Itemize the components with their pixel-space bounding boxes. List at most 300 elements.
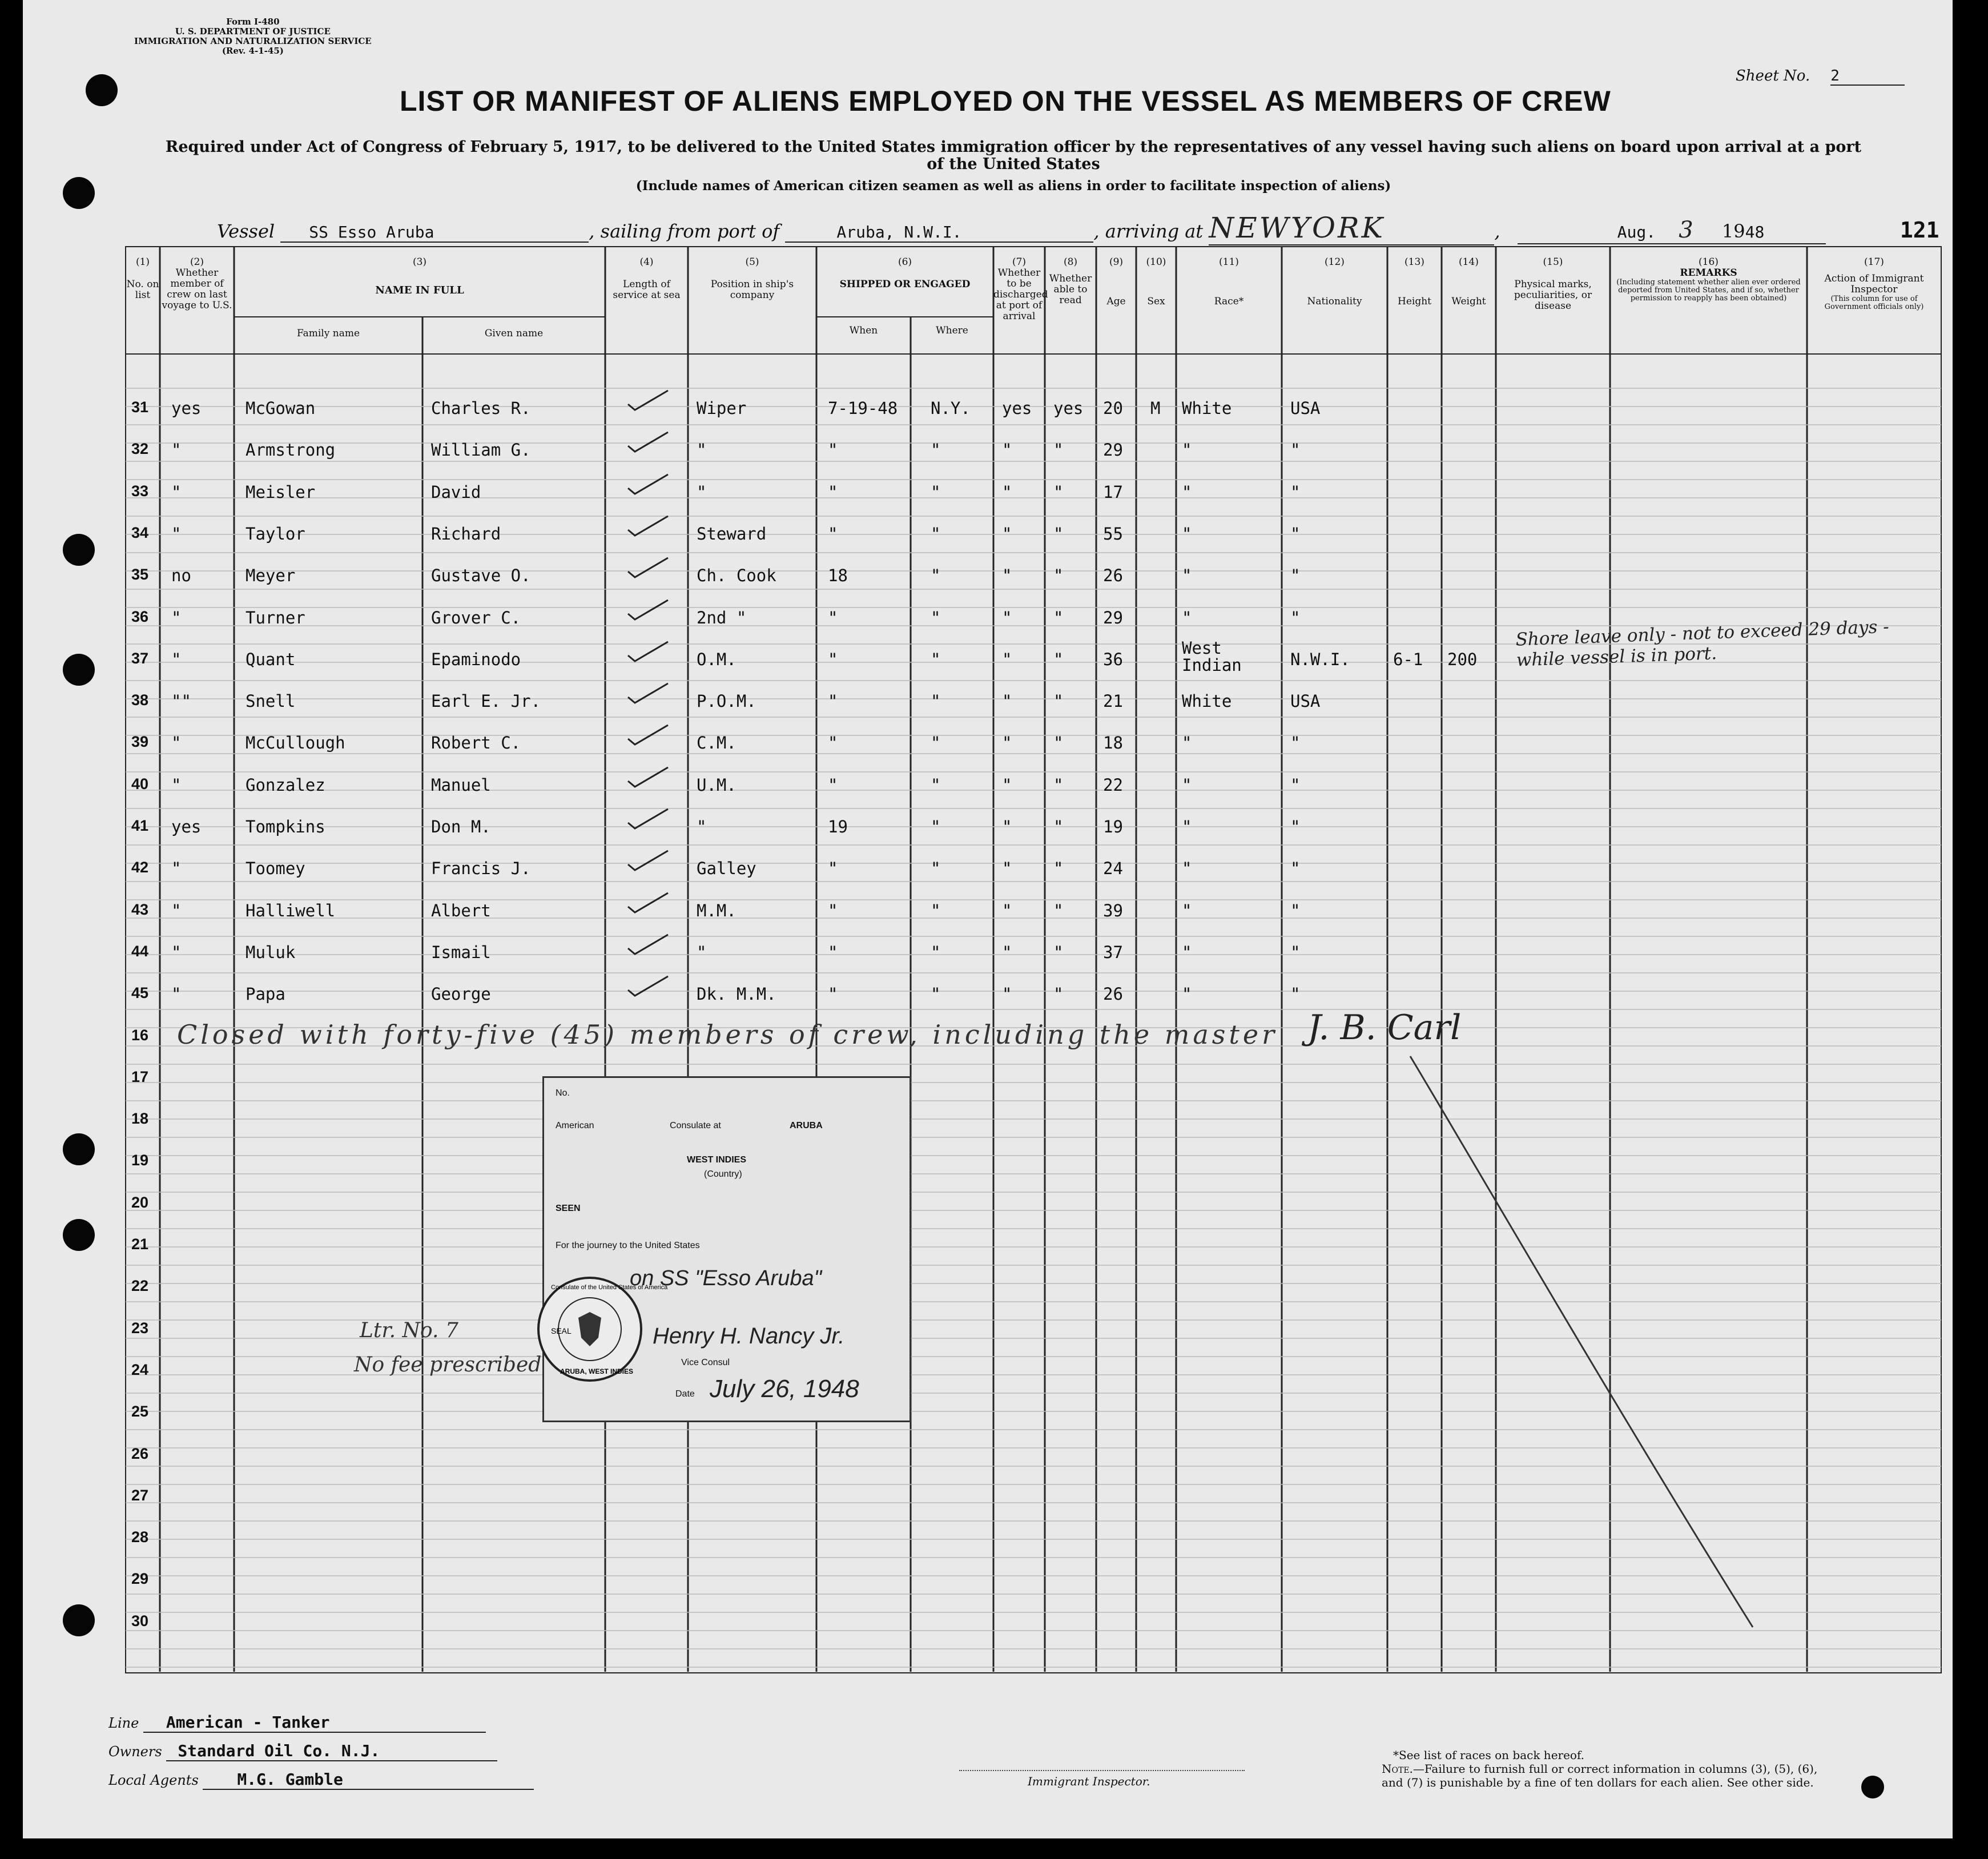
- stamp-country-label: (Country): [704, 1169, 742, 1179]
- form-number: Form I-480: [226, 17, 280, 27]
- arriving-label: , arriving at: [1093, 220, 1204, 242]
- pos-cell: ": [697, 482, 707, 502]
- prev-cell: ": [171, 440, 182, 460]
- prev-cell: yes: [171, 817, 202, 836]
- read-cell: ": [1053, 440, 1064, 460]
- footer-line: Line American - Tanker: [108, 1713, 486, 1733]
- disch-cell: ": [1002, 859, 1012, 879]
- col-weight-header: (14) Weight: [1451, 256, 1486, 307]
- service-check-icon: [622, 637, 674, 666]
- row-number: 32: [131, 440, 149, 458]
- prev-cell: ": [171, 775, 182, 795]
- age-cell: 29: [1103, 607, 1123, 627]
- inspector-signature-line: [959, 1759, 1245, 1771]
- age-cell: 29: [1103, 440, 1123, 460]
- prev-cell: no: [171, 566, 191, 586]
- stamp-consulate: Consulate at: [670, 1121, 721, 1130]
- prev-cell: ": [171, 649, 182, 669]
- consular-seal: [533, 1272, 668, 1386]
- age-cell: 55: [1103, 524, 1123, 544]
- where-cell: ": [931, 524, 941, 544]
- nat-cell: ": [1290, 984, 1301, 1004]
- age-cell: 24: [1103, 859, 1123, 879]
- pos-cell: M.M.: [697, 900, 737, 920]
- stamp-vice-consul: Vice Consul: [681, 1358, 730, 1367]
- pos-cell: Dk. M.M.: [697, 984, 776, 1004]
- where-cell: ": [931, 733, 941, 753]
- col-where-header: Where: [936, 325, 968, 336]
- where-cell: N.Y.: [931, 399, 971, 418]
- col-position-header: (5) Position in ship's company: [710, 256, 794, 301]
- race-cell: West Indian: [1182, 638, 1242, 675]
- stamp-date-label: Date: [675, 1389, 695, 1399]
- race-cell: ": [1182, 733, 1192, 753]
- row-number: 40: [131, 775, 149, 792]
- binder-hole: [1861, 1776, 1884, 1798]
- where-cell: ": [931, 649, 941, 669]
- row-number: 26: [131, 1444, 149, 1462]
- disch-cell: ": [1002, 649, 1012, 669]
- row-number: 20: [131, 1193, 149, 1211]
- col-sex-header: (10) Sex: [1146, 256, 1166, 307]
- penalty-note: Note.—Failure to furnish full or correct information in columns (3), (5), (6), and (7) is punishable by a fine of ten dollars for each alien. See other side.: [1382, 1762, 1818, 1789]
- age-cell: 37: [1103, 942, 1123, 962]
- where-cell: ": [931, 942, 941, 962]
- family-cell: Meisler: [246, 482, 316, 502]
- race-cell: ": [1182, 482, 1192, 502]
- read-cell: ": [1053, 691, 1064, 711]
- given-cell: Richard: [431, 524, 501, 544]
- footer-owners: Owners Standard Oil Co. N.J.: [108, 1741, 497, 1761]
- row-number: 30: [131, 1612, 149, 1629]
- age-cell: 22: [1103, 775, 1123, 795]
- line-value: American - Tanker: [143, 1713, 486, 1733]
- binder-hole: [63, 177, 95, 209]
- manifest-sheet: [23, 0, 1953, 1838]
- age-cell: 19: [1103, 817, 1123, 836]
- pos-cell: C.M.: [697, 733, 737, 753]
- family-cell: McGowan: [246, 399, 316, 418]
- remarks-row-37: Shore leave only - not to exceed 29 days - while vessel is in port.: [1515, 616, 1890, 671]
- left-note-2: No fee prescribed: [354, 1353, 542, 1377]
- service-check-icon: [622, 470, 674, 498]
- disch-cell: ": [1002, 566, 1012, 586]
- pos-cell: Steward: [697, 524, 767, 544]
- nat-cell: ": [1290, 440, 1301, 460]
- nat-cell: ": [1290, 524, 1301, 544]
- where-cell: ": [931, 859, 941, 879]
- read-cell: ": [1053, 942, 1064, 962]
- inspector-label: Immigrant Inspector.: [1028, 1774, 1150, 1788]
- row-number: 24: [131, 1361, 149, 1378]
- stamp-seen: SEEN: [556, 1204, 581, 1213]
- row-number: 33: [131, 482, 149, 500]
- service-check-icon: [622, 553, 674, 582]
- form-identifier: [134, 17, 372, 56]
- race-cell: ": [1182, 900, 1192, 920]
- read-cell: ": [1053, 733, 1064, 753]
- when-cell: 7-19-48: [828, 399, 898, 418]
- race-cell: White: [1182, 691, 1232, 711]
- disch-cell: ": [1002, 817, 1012, 836]
- col-prev-voyage-header: (2) Whether member of crew on last voyage to U.S.: [162, 256, 232, 311]
- race-cell: ": [1182, 566, 1192, 586]
- family-cell: Quant: [246, 649, 296, 669]
- row-number: 23: [131, 1319, 149, 1337]
- race-cell: ": [1182, 817, 1192, 836]
- stamp-no: No.: [556, 1088, 570, 1098]
- row-number: 36: [131, 607, 149, 625]
- when-cell: ": [828, 984, 838, 1004]
- given-cell: Epaminodo: [431, 649, 521, 669]
- age-cell: 26: [1103, 566, 1123, 586]
- row-number: 31: [131, 399, 149, 416]
- stamp-ship: on SS "Esso Aruba": [630, 1266, 822, 1290]
- col-remarks-header: (16) REMARKS (Including statement whether alien ever ordered deported from United States, and if so, whether permission to reapply has been obtained): [1616, 256, 1801, 303]
- nat-cell: ": [1290, 733, 1301, 753]
- sailing-port: Aruba, N.W.I.: [785, 223, 1093, 243]
- age-cell: 39: [1103, 900, 1123, 920]
- family-cell: Armstrong: [246, 440, 336, 460]
- family-cell: Meyer: [246, 566, 296, 586]
- family-cell: Muluk: [246, 942, 296, 962]
- prev-cell: ": [171, 607, 182, 627]
- pos-cell: Ch. Cook: [697, 566, 776, 586]
- binder-hole: [86, 74, 118, 106]
- sex-cell: M: [1150, 399, 1161, 418]
- read-cell: ": [1053, 775, 1064, 795]
- row-number: 37: [131, 649, 149, 667]
- service-check-icon: [622, 763, 674, 791]
- stamp-signature: Henry H. Nancy Jr.: [653, 1323, 845, 1349]
- left-note-1: Ltr. No. 7: [360, 1319, 458, 1342]
- nat-cell: ": [1290, 817, 1301, 836]
- where-cell: ": [931, 607, 941, 627]
- where-cell: ": [931, 817, 941, 836]
- arrival-day: 3: [1679, 217, 1693, 243]
- service-check-icon: [622, 386, 674, 415]
- nat-cell: ": [1290, 566, 1301, 586]
- binder-hole: [63, 654, 95, 686]
- col-read-header: (8) Whether able to read: [1049, 256, 1092, 306]
- read-cell: ": [1053, 649, 1064, 669]
- form-rev: (Rev. 4-1-45): [222, 46, 284, 56]
- when-cell: ": [828, 691, 838, 711]
- when-cell: ": [828, 942, 838, 962]
- when-cell: ": [828, 482, 838, 502]
- binder-hole: [63, 1604, 95, 1636]
- nat-cell: ": [1290, 942, 1301, 962]
- col-no-header: (1) No. on list: [126, 256, 159, 301]
- family-cell: Snell: [246, 691, 296, 711]
- pos-cell: Galley: [697, 859, 756, 879]
- given-cell: Grover C.: [431, 607, 521, 627]
- pos-cell: 2nd ": [697, 607, 747, 627]
- family-cell: Tompkins: [246, 817, 325, 836]
- service-check-icon: [622, 846, 674, 875]
- when-cell: ": [828, 524, 838, 544]
- sheet-label: Sheet No.: [1736, 67, 1810, 84]
- binder-hole: [63, 1219, 95, 1251]
- age-cell: 17: [1103, 482, 1123, 502]
- disch-cell: ": [1002, 900, 1012, 920]
- row-number: 16: [131, 1026, 149, 1044]
- race-cell: ": [1182, 775, 1192, 795]
- binder-hole: [63, 534, 95, 566]
- page-title: LIST OR MANIFEST OF ALIENS EMPLOYED ON THE VESSEL AS MEMBERS OF CREW: [400, 85, 1611, 117]
- race-note: *See list of races on back hereof.: [1393, 1748, 1585, 1762]
- col-height-header: (13) Height: [1398, 256, 1431, 307]
- service-check-icon: [622, 428, 674, 456]
- row-number: 17: [131, 1068, 149, 1085]
- where-cell: ": [931, 984, 941, 1004]
- when-cell: ": [828, 649, 838, 669]
- col-nationality-header: (12) Nationality: [1307, 256, 1362, 307]
- vessel-line: Vessel SS Esso Aruba , sailing from port of Aruba, N.W.I. , arriving at NEWYORK , Aug. 3 1948 121: [217, 211, 1939, 244]
- read-cell: ": [1053, 607, 1064, 627]
- row-number: 18: [131, 1110, 149, 1128]
- where-cell: ": [931, 775, 941, 795]
- when-cell: 19: [828, 817, 848, 836]
- where-cell: ": [931, 691, 941, 711]
- footer-agents: Local Agents M.G. Gamble: [108, 1770, 534, 1790]
- given-cell: Ismail: [431, 942, 491, 962]
- service-check-icon: [622, 595, 674, 624]
- service-check-icon: [622, 972, 674, 1000]
- given-cell: Charles R.: [431, 399, 531, 418]
- when-cell: ": [828, 859, 838, 879]
- service-check-icon: [622, 930, 674, 959]
- vessel-label: Vessel: [217, 220, 275, 242]
- read-cell: ": [1053, 900, 1064, 920]
- nat-cell: ": [1290, 607, 1301, 627]
- pos-cell: ": [697, 817, 707, 836]
- where-cell: ": [931, 566, 941, 586]
- family-cell: Papa: [246, 984, 285, 1004]
- row-number: 41: [131, 817, 149, 834]
- service-check-icon: [622, 512, 674, 540]
- col-race-header: (11) Race*: [1214, 256, 1244, 307]
- prev-cell: ": [171, 482, 182, 502]
- col-action-header: (17) Action of Immigrant Inspector (This column for use of Government officials only): [1824, 256, 1924, 311]
- given-cell: William G.: [431, 440, 531, 460]
- page-number: 121: [1900, 218, 1939, 243]
- age-cell: 26: [1103, 984, 1123, 1004]
- disch-cell: ": [1002, 440, 1012, 460]
- disch-cell: ": [1002, 942, 1012, 962]
- sheet-number: [1736, 67, 1905, 86]
- where-cell: ": [931, 900, 941, 920]
- where-cell: ": [931, 440, 941, 460]
- prev-cell: ": [171, 733, 182, 753]
- race-cell: ": [1182, 524, 1192, 544]
- disch-cell: ": [1002, 607, 1012, 627]
- form-dept: U. S. DEPARTMENT OF JUSTICE: [175, 26, 331, 37]
- agents-value: M.G. Gamble: [203, 1770, 534, 1790]
- binder-hole: [63, 1133, 95, 1165]
- given-cell: Don M.: [431, 817, 491, 836]
- age-cell: 20: [1103, 399, 1123, 418]
- sheet-value: 2: [1830, 67, 1905, 86]
- col-physical-header: (15) Physical marks, peculiarities, or disease: [1514, 256, 1592, 312]
- given-cell: Robert C.: [431, 733, 521, 753]
- owners-value: Standard Oil Co. N.J.: [166, 1741, 497, 1761]
- read-cell: ": [1053, 524, 1064, 544]
- row-number: 38: [131, 691, 149, 709]
- prev-cell: ": [171, 859, 182, 879]
- prev-cell: yes: [171, 399, 202, 418]
- family-cell: Taylor: [246, 524, 305, 544]
- family-cell: Halliwell: [246, 900, 336, 920]
- seal-top: Consulate of the United States of America: [551, 1284, 668, 1291]
- row-number: 42: [131, 859, 149, 876]
- stamp-city: ARUBA: [790, 1121, 823, 1130]
- weight-cell: 200: [1447, 649, 1478, 669]
- disch-cell: ": [1002, 482, 1012, 502]
- pos-cell: ": [697, 440, 707, 460]
- when-cell: ": [828, 607, 838, 627]
- arrival-month: Aug.: [1617, 223, 1656, 242]
- race-cell: ": [1182, 859, 1192, 879]
- service-check-icon: [622, 721, 674, 749]
- given-cell: David: [431, 482, 481, 502]
- row-number: 27: [131, 1486, 149, 1504]
- row-number: 44: [131, 942, 149, 960]
- nat-cell: ": [1290, 775, 1301, 795]
- col-discharge-header: (7) Whether to be discharged at port of arrival: [993, 256, 1048, 322]
- vessel-name: SS Esso Aruba: [280, 223, 589, 243]
- disch-cell: ": [1002, 775, 1012, 795]
- given-cell: Albert: [431, 900, 491, 920]
- nat-cell: USA: [1290, 399, 1321, 418]
- row-number: 29: [131, 1570, 149, 1588]
- row-number: 45: [131, 984, 149, 1002]
- family-cell: Turner: [246, 607, 305, 627]
- service-check-icon: [622, 804, 674, 833]
- pos-cell: P.O.M.: [697, 691, 756, 711]
- disch-cell: ": [1002, 691, 1012, 711]
- row-number: 22: [131, 1277, 149, 1295]
- row-number: 19: [131, 1152, 149, 1169]
- col-given-header: Given name: [484, 328, 544, 339]
- prev-cell: "": [171, 691, 191, 711]
- race-cell: ": [1182, 440, 1192, 460]
- row-number: 35: [131, 566, 149, 584]
- where-cell: ": [931, 482, 941, 502]
- given-cell: Francis J.: [431, 859, 531, 879]
- consular-stamp: [542, 1076, 911, 1422]
- nat-cell: N.W.I.: [1290, 649, 1350, 669]
- when-cell: ": [828, 775, 838, 795]
- page-subtitle: Required under Act of Congress of February 5, 1917, to be delivered to the United States immigration officer by the representatives of any vessel having such aliens on board upon arrival at a port of the United States: [165, 138, 1862, 173]
- read-cell: ": [1053, 566, 1064, 586]
- when-cell: ": [828, 440, 838, 460]
- closing-signature: J. B. Carl: [1307, 1008, 1462, 1048]
- col-service-header: (4) Length of service at sea: [613, 256, 681, 301]
- closing-note: Closed with forty-five (45) members of crew, including the master: [177, 1019, 1278, 1050]
- prev-cell: ": [171, 900, 182, 920]
- disch-cell: ": [1002, 733, 1012, 753]
- pos-cell: U.M.: [697, 775, 737, 795]
- col-age-header: (9) Age: [1106, 256, 1126, 307]
- stamp-journey: For the journey to the United States: [556, 1241, 700, 1250]
- given-cell: Manuel: [431, 775, 491, 795]
- family-cell: Gonzalez: [246, 775, 325, 795]
- nat-cell: ": [1290, 859, 1301, 879]
- read-cell: yes: [1053, 399, 1084, 418]
- col-name-header: (3) NAME IN FULL: [375, 256, 464, 296]
- row-number: 43: [131, 900, 149, 918]
- when-cell: ": [828, 900, 838, 920]
- col-family-header: Family name: [296, 328, 360, 339]
- row-number: 25: [131, 1403, 149, 1421]
- seal-word: SEAL: [551, 1326, 572, 1335]
- seal-bottom: ARUBA, WEST INDIES: [560, 1367, 634, 1375]
- when-cell: ": [828, 733, 838, 753]
- signature-stroke: [1410, 1056, 1867, 1639]
- year-prefix: 19: [1721, 220, 1745, 242]
- disch-cell: ": [1002, 524, 1012, 544]
- read-cell: ": [1053, 859, 1064, 879]
- race-cell: White: [1182, 399, 1232, 418]
- service-check-icon: [622, 679, 674, 707]
- row-number: 28: [131, 1528, 149, 1546]
- read-cell: ": [1053, 482, 1064, 502]
- form-service: IMMIGRATION AND NATURALIZATION SERVICE: [134, 36, 372, 46]
- pos-cell: Wiper: [697, 399, 747, 418]
- height-cell: 6-1: [1393, 649, 1423, 669]
- nat-cell: ": [1290, 482, 1301, 502]
- nat-cell: USA: [1290, 691, 1321, 711]
- stamp-american: American: [556, 1121, 594, 1130]
- crew-table: [126, 246, 1941, 1673]
- read-cell: ": [1053, 817, 1064, 836]
- prev-cell: ": [171, 524, 182, 544]
- arrival-year: 48: [1745, 223, 1765, 242]
- pos-cell: ": [697, 942, 707, 962]
- when-cell: 18: [828, 566, 848, 586]
- service-check-icon: [622, 888, 674, 917]
- col-shipped-header: (6) SHIPPED OR ENGAGED: [839, 256, 971, 290]
- disch-cell: ": [1002, 984, 1012, 1004]
- age-cell: 36: [1103, 649, 1123, 669]
- sailing-label: , sailing from port of: [589, 220, 780, 242]
- read-cell: ": [1053, 984, 1064, 1004]
- row-number: 21: [131, 1236, 149, 1253]
- race-cell: ": [1182, 607, 1192, 627]
- nat-cell: ": [1290, 900, 1301, 920]
- given-cell: Gustave O.: [431, 566, 531, 586]
- stamp-date: July 26, 1948: [710, 1375, 859, 1403]
- given-cell: George: [431, 984, 491, 1004]
- given-cell: Earl E. Jr.: [431, 691, 541, 711]
- disch-cell: yes: [1002, 399, 1032, 418]
- prev-cell: ": [171, 942, 182, 962]
- race-cell: ": [1182, 984, 1192, 1004]
- row-number: 39: [131, 733, 149, 751]
- arriving-port: NEWYORK: [1209, 211, 1494, 246]
- family-cell: McCullough: [246, 733, 345, 753]
- pos-cell: O.M.: [697, 649, 737, 669]
- include-note: (Include names of American citizen seamen as well as aliens in order to facilitate inspection of aliens): [635, 178, 1391, 194]
- age-cell: 18: [1103, 733, 1123, 753]
- age-cell: 21: [1103, 691, 1123, 711]
- family-cell: Toomey: [246, 859, 305, 879]
- race-cell: ": [1182, 942, 1192, 962]
- row-number: 34: [131, 524, 149, 541]
- stamp-country: WEST INDIES: [687, 1155, 747, 1165]
- col-when-header: When: [849, 325, 878, 336]
